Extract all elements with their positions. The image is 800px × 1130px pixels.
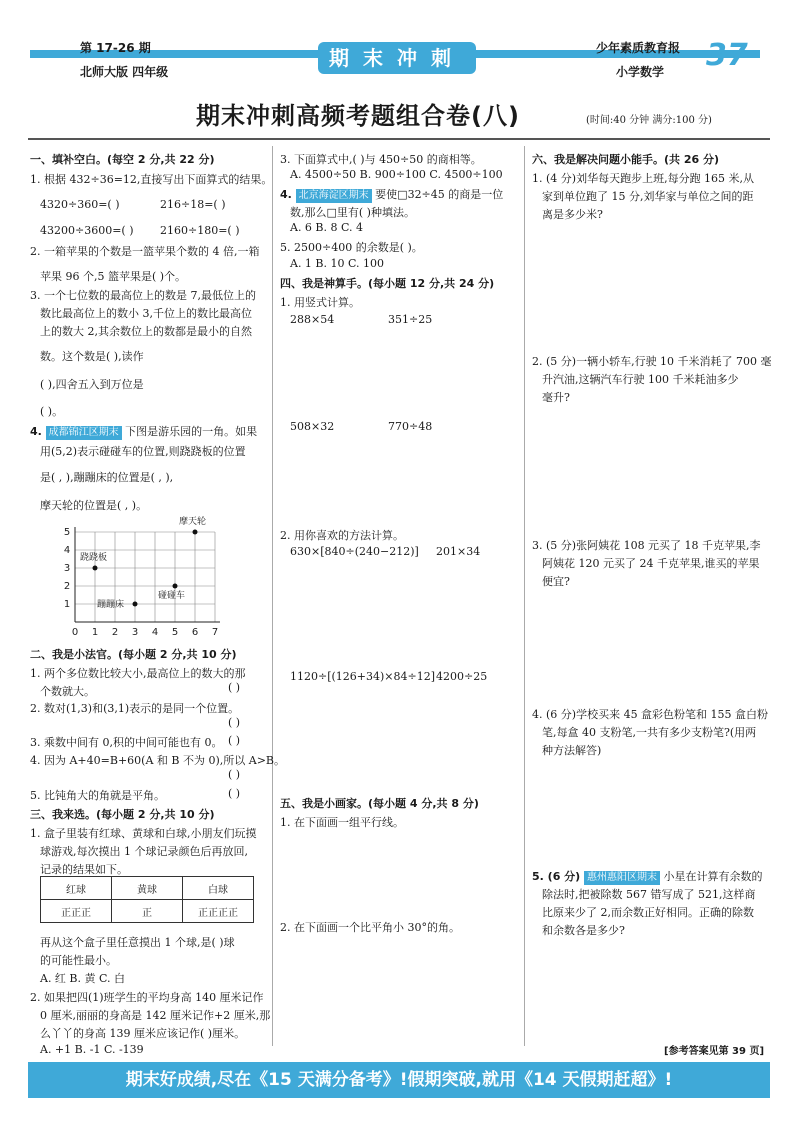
d2-text: 2. 在下面画一个比平角小 30°的角。	[280, 921, 460, 934]
y-tick-1: 1	[63, 599, 71, 610]
section-5-title: 五、我是小画家。(每小题 4 分,共 8 分)	[280, 797, 479, 810]
section-3-title: 三、我来选。(每小题 2 分,共 10 分)	[30, 808, 215, 821]
p4-line2: 笔,每盒 40 支粉笔,一共有多少支粉笔?(用两	[542, 726, 757, 739]
j4-text: 4. 因为 A+40=B+60(A 和 B 不为 0),所以 A>B。	[30, 754, 285, 767]
m2d: 4200÷25	[436, 670, 488, 683]
x-tick-6: 6	[191, 627, 199, 638]
c1-line2: 球游戏,每次摸出 1 个球记录颜色后再放回,	[40, 845, 248, 858]
paper-name: 少年素质教育报	[596, 41, 681, 55]
trampoline-point	[133, 602, 138, 607]
tally-table	[40, 876, 254, 923]
q3-line3: 上的数大 2,其余数位上的数都是最小的自然	[40, 325, 252, 338]
q2-line1: 2. 一箱苹果的个数是一篮苹果个数的 4 倍,一箱	[30, 245, 260, 258]
c1-line3: 记录的结果如下。	[40, 863, 128, 876]
p3-line1: 3. (5 分)张阿姨花 108 元买了 18 千克苹果,李	[532, 539, 761, 552]
m1-text: 1. 用竖式计算。	[280, 296, 360, 309]
answer-reference: [参考答案见第 39 页]	[664, 1046, 765, 1057]
c4-line2: 数,那么□里有( )种填法。	[290, 206, 415, 219]
c2-line3: 么丫丫的身高 139 厘米应该记作( )厘米。	[40, 1027, 246, 1040]
p5-line4: 和余数各是多少?	[542, 924, 625, 937]
edition-label: 北师大版 四年级	[80, 65, 169, 79]
x-tick-3: 3	[131, 627, 139, 638]
tally-header-red: 红球	[41, 877, 112, 900]
q3-line6: ( )。	[40, 405, 64, 418]
m1c: 508×32	[290, 420, 335, 433]
p4-line1: 4. (6 分)学校买来 45 盒彩色粉笔和 155 盒白粉	[532, 708, 769, 721]
c4-line1: 4. 北京海淀区期末 要使□32÷45 的商是一位	[280, 188, 504, 201]
q4-line1: 4. 成都锦江区期末 下图是游乐园的一角。如果	[30, 425, 258, 438]
seesaw-point	[93, 566, 98, 571]
seesaw-label: 跷跷板	[80, 553, 108, 563]
x-tick-1: 1	[91, 627, 99, 638]
c2-options: A. +1 B. -1 C. -139	[40, 1043, 144, 1056]
c1-line1: 1. 盒子里装有红球、黄球和白球,小朋友们玩摸	[30, 827, 257, 840]
q1a: 4320÷360=( )	[40, 198, 120, 211]
p1-line1: 1. (4 分)刘华每天跑步上班,每分跑 165 米,从	[532, 172, 755, 185]
q4-line2: 用(5,2)表示碰碰车的位置,则跷跷板的位置	[40, 445, 246, 458]
c2-line2: 0 厘米,丽丽的身高是 142 厘米记作+2 厘米,那	[40, 1009, 271, 1022]
section-4-title: 四、我是神算手。(每小题 12 分,共 24 分)	[280, 277, 495, 290]
bumper-label: 碰碰车	[158, 591, 186, 601]
p2-line2: 升汽油,这辆汽车行驶 100 千米耗油多少	[542, 373, 739, 386]
page-title: 期末冲刺高频考题组合卷(八)	[196, 102, 520, 130]
column-divider-2	[524, 146, 525, 1046]
j3-answer[interactable]: ( )	[228, 734, 241, 747]
j4-answer[interactable]: ( )	[228, 768, 241, 781]
p2-line1: 2. (5 分)一辆小轿车,行驶 10 千米消耗了 700 毫	[532, 355, 772, 368]
tally-header-yellow: 黄球	[112, 877, 183, 900]
y-tick-3: 3	[63, 563, 71, 574]
q3-line2: 数比最高位上的数小 3,千位上的数比最高位	[40, 307, 252, 320]
tally-header-white: 白球	[183, 877, 254, 900]
c1-line4: 再从这个盒子里任意摸出 1 个球,是( )球	[40, 936, 235, 949]
q3-line5: ( ),四舍五入到万位是	[40, 378, 144, 391]
q1-text: 1. 根据 432÷36=12,直接写出下面算式的结果。	[30, 173, 273, 186]
q4-line4: 摩天轮的位置是( , )。	[40, 499, 148, 512]
tally-yellow: 正	[112, 900, 183, 923]
c4-source-tag: 北京海淀区期末	[296, 189, 372, 203]
m2b: 201×34	[436, 545, 481, 558]
x-tick-0: 0	[71, 627, 79, 638]
page-number: 37	[706, 38, 748, 73]
m2-text: 2. 用你喜欢的方法计算。	[280, 529, 404, 542]
j5-text: 5. 比钝角大的角就是平角。	[30, 789, 165, 802]
j1-line2: 个数就大。	[40, 685, 95, 698]
p5-text: 小星在计算有余数的	[663, 870, 763, 883]
j3-text: 3. 乘数中间有 0,积的中间可能也有 0。	[30, 736, 223, 749]
m1a: 288×54	[290, 313, 335, 326]
c1-options: A. 红 B. 黄 C. 白	[40, 972, 126, 985]
q4-text: 下图是游乐园的一角。如果	[125, 425, 258, 438]
tally-red: 正正正	[41, 900, 112, 923]
logo: 期末冲刺	[318, 42, 476, 74]
q2-line2: 苹果 96 个,5 篮苹果是( )个。	[40, 270, 187, 283]
c5-text: 5. 2500÷400 的余数是( )。	[280, 241, 423, 254]
section-2-title: 二、我是小法官。(每小题 2 分,共 10 分)	[30, 648, 237, 661]
c4-options: A. 6 B. 8 C. 4	[290, 221, 364, 234]
x-tick-5: 5	[171, 627, 179, 638]
c4-text: 要使□32÷45 的商是一位	[375, 188, 504, 201]
ferris-point	[193, 530, 198, 535]
q1d: 2160÷180=( )	[160, 224, 240, 237]
j1-line1: 1. 两个多位数比较大小,最高位上的数大的那	[30, 667, 246, 680]
x-tick-4: 4	[151, 627, 159, 638]
p3-line2: 阿姨花 120 元买了 24 千克苹果,谁买的苹果	[542, 557, 760, 570]
j5-answer[interactable]: ( )	[228, 787, 241, 800]
ferris-label: 摩天轮	[179, 517, 207, 527]
section-6-title: 六、我是解决问题小能手。(共 26 分)	[532, 153, 720, 166]
q1c: 43200÷3600=( )	[40, 224, 134, 237]
d1-text: 1. 在下面画一组平行线。	[280, 816, 404, 829]
y-tick-2: 2	[63, 581, 71, 592]
p2-line3: 毫升?	[542, 391, 570, 404]
c3-text: 3. 下面算式中,( )与 450÷50 的商相等。	[280, 153, 482, 166]
j1-answer[interactable]: ( )	[228, 681, 241, 694]
p3-line3: 便宜?	[542, 575, 570, 588]
x-tick-2: 2	[111, 627, 119, 638]
trampoline-label: 蹦蹦床	[97, 600, 125, 610]
q4-line3: 是( , ),蹦蹦床的位置是( , ),	[40, 471, 174, 484]
m2a: 630×[840÷(240−212)]	[290, 545, 419, 558]
j2-answer[interactable]: ( )	[228, 716, 241, 729]
q3-line4: 数。这个数是( ),读作	[40, 350, 144, 363]
title-rule	[28, 138, 770, 140]
q4-source-tag: 成都锦江区期末	[46, 426, 122, 440]
time-score-note: (时间:40 分钟 满分:100 分)	[586, 115, 712, 126]
bumper-point	[173, 584, 178, 589]
tally-white: 正正正正	[183, 900, 254, 923]
m1b: 351÷25	[388, 313, 433, 326]
y-tick-4: 4	[63, 545, 71, 556]
x-tick-7: 7	[211, 627, 219, 638]
footer-banner: 期末好成绩,尽在《15 天满分备考》!假期突破,就用《14 天假期赶超》!	[28, 1062, 770, 1098]
amusement-grid	[55, 512, 235, 640]
j2-text: 2. 数对(1,3)和(3,1)表示的是同一个位置。	[30, 702, 240, 715]
m1d: 770÷48	[388, 420, 433, 433]
p1-line2: 家到单位跑了 15 分,刘华家与单位之间的距	[542, 190, 754, 203]
q3-line1: 3. 一个七位数的最高位上的数是 7,最低位上的	[30, 289, 256, 302]
c2-line1: 2. 如果把四(1)班学生的平均身高 140 厘米记作	[30, 991, 264, 1004]
p5-source-tag: 惠州惠阳区期末	[584, 871, 660, 885]
p5-line2: 除法时,把被除数 567 错写成了 521,这样商	[542, 888, 756, 901]
subject-label: 小学数学	[616, 65, 665, 79]
p1-line3: 离是多少米?	[542, 208, 603, 221]
p5-line3: 比原来少了 2,而余数正好相同。正确的除数	[542, 906, 754, 919]
section-1-title: 一、填补空白。(每空 2 分,共 22 分)	[30, 153, 215, 166]
q1b: 216÷18=( )	[160, 198, 226, 211]
column-divider-1	[272, 146, 273, 1046]
c3-options: A. 4500÷50 B. 900÷100 C. 4500÷100	[290, 168, 503, 181]
c1-line5: 的可能性最小。	[40, 954, 117, 967]
p4-line3: 种方法解答)	[542, 744, 602, 757]
p5-line1: 5. (6 分) 惠州惠阳区期末 小星在计算有余数的	[532, 870, 763, 883]
m2c: 1120÷[(126+34)×84÷12]	[290, 670, 436, 683]
y-tick-5: 5	[63, 527, 71, 538]
c5-options: A. 1 B. 10 C. 100	[290, 257, 385, 270]
issue-label: 第 17-26 期	[80, 41, 151, 55]
